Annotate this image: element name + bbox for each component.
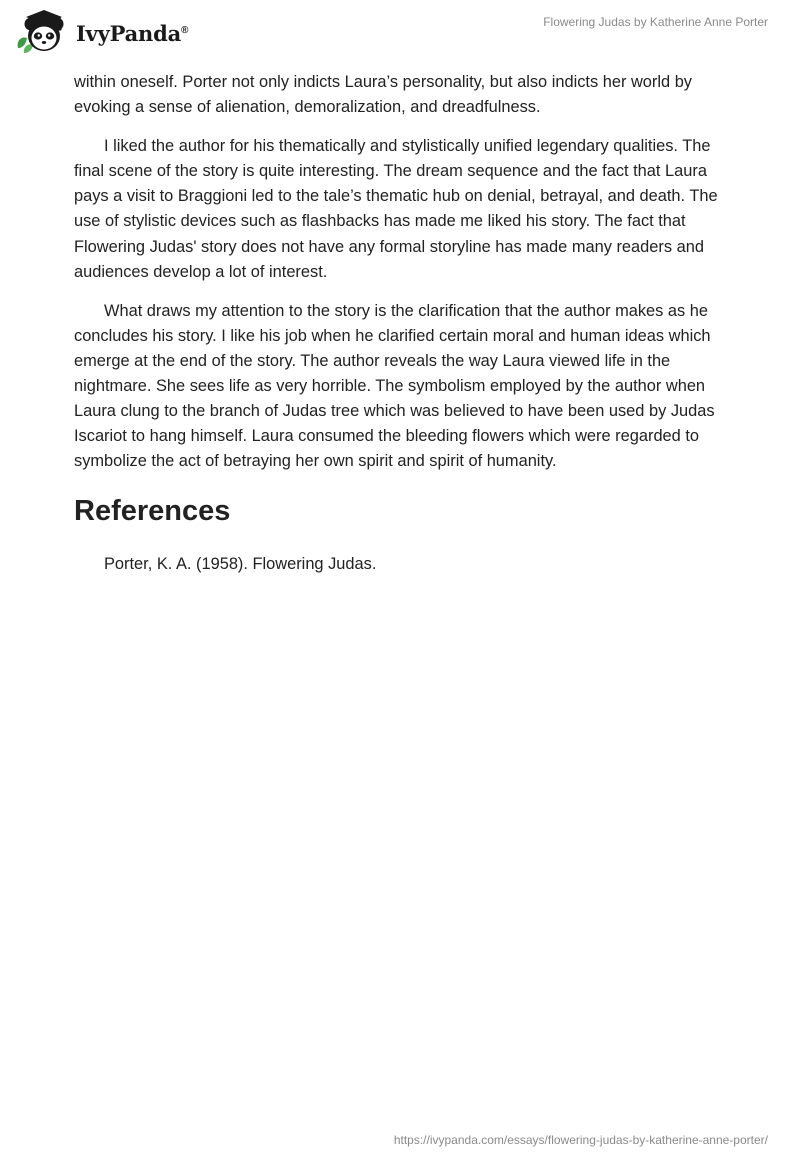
paragraph-continued: within oneself. Porter not only indicts Laura’s personality, but also indicts her world by evoking a sense of alienation, demoralization, and dreadfulness. — [74, 73, 693, 117]
ivypanda-logo[interactable] — [14, 8, 188, 56]
source-url[interactable]: https://ivypanda.com/essays/flowering-judas-by-katherine-anne-porter/ — [393, 1133, 768, 1147]
page-header — [0, 0, 800, 62]
reference-item: Porter, K. A. (1958). Flowering Judas. — [104, 555, 377, 574]
brand-name: IvyPanda® — [76, 20, 189, 46]
document-title: Flowering Judas by Katherine Anne Porter — [543, 15, 768, 29]
paragraph: What draws my attention to the story is the clarification that the author makes as he concludes his story. I like his job when he clarified certain moral and human ideas which emerge at the end of the story. The author reveals the way Laura viewed life in the nightmare. She sees life as very horrible. The symbolism employed by the author when Laura clung to the branch of Judas tree which was believed to have been used by Judas Iscariot to hang himself. Laura consumed the bleeding flowers which were regarded to symbolize the act of betraying her own spirit and spirit of humanity. — [74, 301, 715, 471]
panda-graduate-icon — [14, 8, 74, 56]
references-heading: References — [74, 495, 231, 528]
essay-content — [74, 70, 724, 577]
paragraph: I liked the author for his thematically and stylistically unified legendary qualities. The final scene of the story is quite interesting. The dream sequence and the fact that Laura pays a visit to Braggioni led to the tale’s thematic hub on denial, betrayal, and death. The use of stylistic devices such as flashbacks has made me liked his story. The fact that Flowering Judas' story does not have any formal storyline has made many readers and audiences develop a lot of interest. — [74, 137, 718, 281]
registered-mark: ® — [181, 24, 189, 36]
